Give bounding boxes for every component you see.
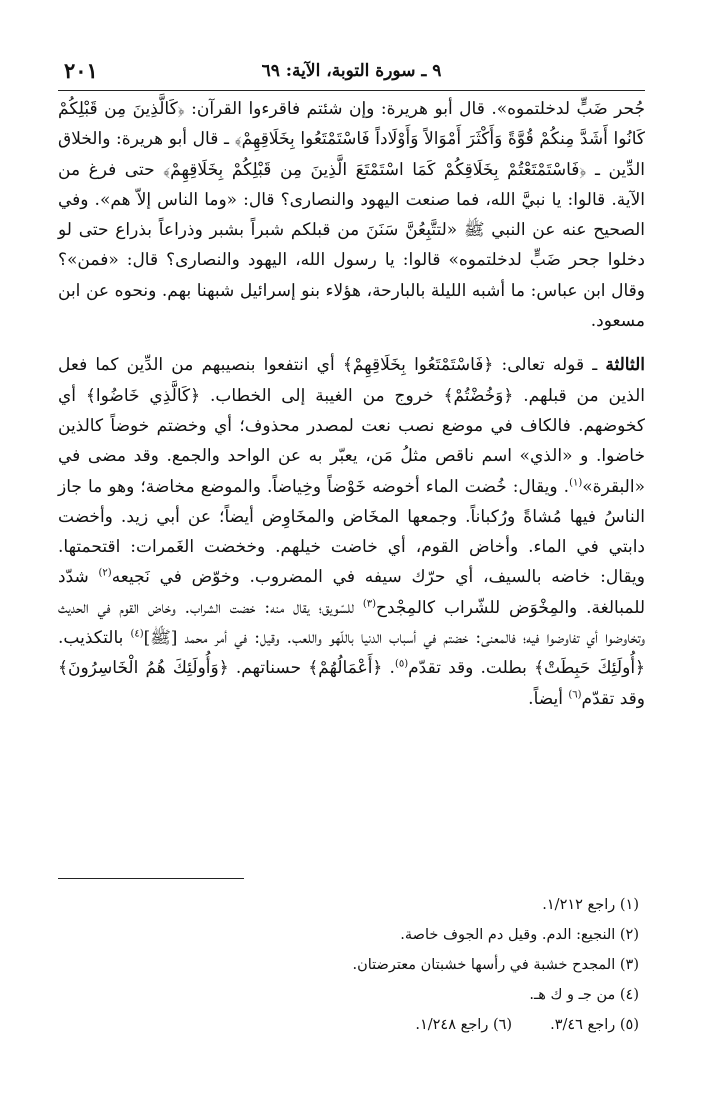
footnote-6: (٦) راجع ١/٢٤٨. bbox=[415, 1017, 513, 1033]
footnote-2: (٢) النجيع: الدم. وقيل دم الجوف خاصة. bbox=[400, 927, 639, 943]
paragraph-2-text: ـ قوله تعالى: ﴿فَاسْتَمْتَعُوا بِخَلَاقِهِمْ﴾ أي انتفعوا بنصيبهم من الدِّين كما فعل الذين من قبلهم. ﴿وَخُضْتُمْ﴾ خروج من الغيبة إلى الخطاب. ﴿كَالَّذِي خَاضُوا﴾ أي كخوضهم. فالكاف في موضع نصب نعت لمصدر محذوف؛ أي وخضتم خوضاً كالذين خاضوا. و «الذي» اسم ناقص مثلُ مَن، يعبّر به عن الواحد والجمع. وقد مضى في «البقرة» bbox=[58, 355, 645, 497]
paragraph-2-text: بالتكذيب. ﴿أُولَئِكَ حَبِطَتْ﴾ بطلت. وقد تقدّم bbox=[58, 628, 646, 679]
footnote-ref-5[interactable]: (٥) bbox=[394, 658, 409, 670]
footnote-ref-6[interactable]: (٦) bbox=[568, 688, 582, 700]
main-text bbox=[58, 94, 645, 714]
issue-label: الثالثة bbox=[605, 355, 645, 376]
paragraph-2 bbox=[58, 350, 645, 714]
page-number: ٢٠١ bbox=[64, 58, 98, 83]
paragraph-1: جُحر ضَبٍّ لدخلتموه». قال أبو هريرة: وإن شئتم فاقرءوا القرآن: ﴿كَالَّذِينَ مِن قَبْلِكُمْ كَانُوا أَشَدَّ مِنكُمْ قُوَّةً وَأَكْثَرَ أَمْوَالاً وَأَوْلَاداً فَاسْتَمْتَعُوا بِخَلَاقِهِمْ﴾ ـ قال أبو هريرة: والخلاق الدِّين ـ ﴿فَاسْتَمْتَعْتُمْ بِخَلَاقِكُمْ كَمَا اسْتَمْتَعَ الَّذِينَ مِن قَبْلِكُمْ بِخَلَاقِهِمْ﴾ حتى فرغ من الآية. قالوا: يا نبيَّ الله، فما صنعت اليهود والنصارى؟ قال: «وما الناس إلاّ هم». وفي الصحيح عنه عن النبي ﷺ «لتتَّبِعُنَّ سَنَنَ من قبلكم شبراً بشبر وذراعاً بذراع حتى لو دخلوا جحر ضَبٍّ لدخلتموه» قالوا: يا رسول الله، اليهود والنصارى؟ قال: «فمن»؟ وقال ابن عباس: ما أشبه الليلة بالبارحة، هؤلاء بنو إسرائيل شبهنا بهم. ونحوه عن ابن مسعود. bbox=[58, 99, 645, 332]
footnote-4: (٤) من جـ و ك هـ. bbox=[529, 987, 639, 1003]
paragraph-2-text: . ﴿أَعْمَالُهُمْ﴾ حسناتهم. ﴿وَأُولَئِكَ هُمُ الْخَاسِرُونَ﴾ وقد تقدّم bbox=[58, 658, 645, 709]
paragraph-2-text: أيضاً. bbox=[528, 688, 569, 709]
footnote-5: (٥) راجع ٣/٤٦. bbox=[550, 1017, 639, 1033]
paragraph-2-text: للسّويق؛ يقال منه: خضت الشراب. وخاض القوم في الحديث وتخاوضوا أي تفاوضوا فيه؛ فالمعنى: خضتم في أسباب الدنيا باللّهو واللعب. وقيل: في أمر محمد [ﷺ] bbox=[58, 597, 646, 649]
footnote-row bbox=[58, 1010, 645, 1040]
footnote-ref-1[interactable]: (١) bbox=[569, 476, 583, 488]
paragraph-2-text: شدّد للمبالغة. والمِخْوَض للشّراب كالمِجْدح bbox=[58, 567, 646, 618]
paragraph-2-text: . ويقال: خُضت الماء أخوضه خَوْضاً وخِياضاً. والموضع مخاضة؛ وهو ما جاز الناسُ فيها مُشاةً ورُكباناً. وجمعها المخَاض والمخَاوِض أيضاً؛ عن أبي زيد. وأخضت دابتي في الماء. وأخاض القوم، أي خاضت خيلهم. وخخضت الغَمرات: اقتحمتها. ويقال: خاضه بالسيف، أي حرّك سيفه في المضروب. وخوّض في نَجيعه bbox=[58, 476, 645, 588]
footnote-3: (٣) المجدح خشبة في رأسها خشبتان معترضتان. bbox=[352, 957, 639, 973]
footnote-1: (١) راجع ١/٢١٢. bbox=[542, 897, 639, 913]
footnote-ref-2[interactable]: (٢) bbox=[98, 567, 112, 579]
footnotes bbox=[58, 890, 645, 1040]
running-title: ٩ ـ سورة التوبة، الآية: ٦٩ bbox=[261, 61, 442, 81]
footnote-divider bbox=[58, 878, 244, 879]
footnote-ref-3[interactable]: (٣) bbox=[362, 598, 376, 610]
page-header bbox=[58, 58, 645, 91]
footnote-ref-4[interactable]: (٤) bbox=[130, 628, 144, 640]
